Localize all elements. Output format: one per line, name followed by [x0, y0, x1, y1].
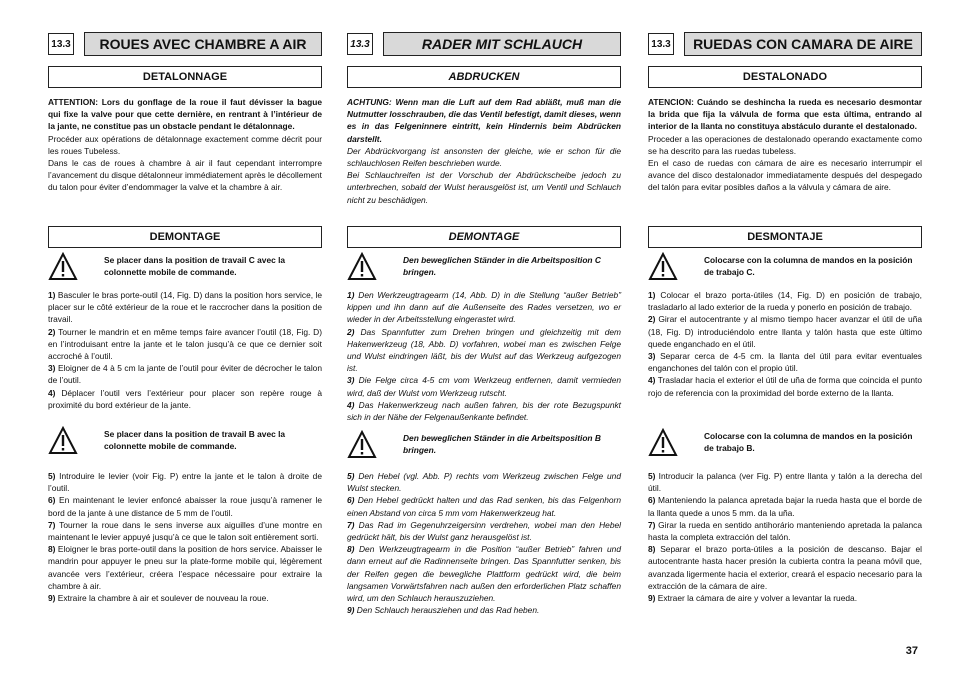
step-number: 7) — [648, 519, 656, 530]
warning-block — [347, 432, 621, 459]
step-item — [648, 543, 922, 592]
warning-icon — [648, 428, 678, 457]
column-de — [347, 32, 622, 616]
step-text: Déplacer l’outil vers l’extérieur pour placer son repère rouge à proximité du bord extérieur de la jante. — [48, 387, 322, 410]
section-title: ROUES AVEC CHAMBRE A AIR — [84, 32, 322, 56]
paragraph: Bei Schlauchreifen ist der Vorschub der Abdrückscheibe jedoch zu unterbrechen, sobald der Wulst herausgelöst ist, um Ventil und Schlauch nicht zu beschädigen. — [347, 170, 621, 205]
section-number: 13.3 — [347, 33, 373, 55]
section-header — [347, 32, 621, 56]
warning-block — [347, 254, 621, 281]
warning-icon — [48, 426, 78, 455]
step-item — [648, 519, 922, 543]
step-text: Tourner le mandrin et en même temps faire avancer l’outil (18, Fig. D) en l’introduisant entre la jante et le talon jusqu’à ce que ce dernier soit accroché à l’outil. — [48, 326, 322, 362]
step-number: 2) — [48, 326, 56, 337]
step-number: 3) — [347, 375, 355, 386]
steps-list — [48, 470, 322, 604]
column-fr — [48, 32, 323, 604]
step-text: En maintenant le levier enfoncé abaisser la roue jusqu’à ramener le bord de la jante à une distance de 5 mm de l’outil. — [48, 495, 322, 518]
step-number: 3) — [648, 351, 656, 362]
step-item — [48, 326, 322, 363]
step-item — [347, 289, 621, 326]
step-number: 2) — [648, 314, 656, 325]
step-text: Tourner la roue dans le sens inverse aux aiguilles d’une montre en maintenant le levier appuyé jusqu’à ce que le talon soit entièrement sorti. — [48, 519, 322, 543]
step-number: 4) — [347, 399, 355, 410]
step-number: 8) — [347, 544, 355, 555]
subsection-title: DEMONTAGE — [347, 226, 621, 248]
step-text: Eloigner de 4 à 5 cm la jante de l’outil pour éviter de décrocher le talon de l’outil. — [48, 363, 322, 386]
step-text: Girar el autocentrante y al mismo tiempo hacer avanzar el útil de uña (18, Fig. D) introduciéndolo entre llanta y talón hasta que este último quede enganchado en el útil. — [648, 314, 923, 349]
section-title: RADER MIT SCHLAUCH — [383, 32, 621, 56]
step-number: 4) — [648, 375, 656, 386]
step-text: Trasladar hacia el exterior el útil de uña de forma que coincida el punto rojo de referencia con la proximidad del borde externo de la llanta. — [648, 375, 922, 398]
step-text: Das Spannfutter zum Drehen bringen und gleichzeitig mit dem Hakenwerkzeug (18, Abb. D) vorfahren, wobei man es zwischen Felge und Wulst eindringen läßt, bis der Wulst auf das Werkzeug aufgezogen ist. — [347, 326, 621, 374]
step-number: 8) — [648, 544, 656, 555]
warning-block — [648, 430, 922, 457]
step-number: 6) — [648, 495, 656, 506]
step-item — [48, 494, 322, 518]
step-text: Separar cerca de 4-5 cm. la llanta del útil para evitar eventuales enganchones del talón con el propio útil. — [648, 351, 922, 374]
section-number: 13.3 — [648, 33, 674, 55]
paragraph: Dans le cas de roues à chambre à air il faut cependant interrompre l’avancement du disque détalonneur immédiatement après le décollement du talon pour éviter d’endommager la valve et la chambre à air. — [48, 158, 322, 193]
step-item — [648, 592, 922, 604]
step-text: Das Rad im Gegenuhrzeigersinn verdrehen, wobei man den Hebel gedrückt hält, bis der Wulst ganz herausgelöst ist. — [347, 519, 621, 543]
step-number: 5) — [347, 471, 355, 481]
warning-icon — [347, 252, 377, 281]
subsection-title: DESTALONADO — [648, 66, 922, 88]
step-number: 1) — [48, 290, 56, 300]
step-number: 5) — [648, 471, 656, 481]
step-item — [648, 470, 922, 494]
step-item — [48, 470, 322, 494]
paragraph: En el caso de ruedas con cámara de aire es necesario interrumpir el avance del disco destalonador immediatamente después del despegado del talón para evitar posibles daños a la válvula y cámara de aire. — [648, 158, 922, 193]
step-item — [48, 519, 322, 543]
section-header — [648, 32, 922, 56]
step-item — [347, 519, 621, 543]
step-text: Den Hebel (vgl. Abb. P) rechts vom Werkzeug zwischen Felge und Wulst stecken. — [347, 471, 621, 494]
attention-paragraph: ATTENTION: Lors du gonflage de la roue il faut dévisser la bague qui fixe la valve pour que cette dernière, en rentrant à l’intérieur de la jante, ne constitue pas un obstacle pendant le détalonnage. — [48, 97, 322, 132]
subsection-title: DETALONNAGE — [48, 66, 322, 88]
warning-block — [48, 428, 322, 455]
warning-text: Se placer dans la position de travail B avec la colonnette mobile de commande. — [104, 429, 286, 452]
step-item — [347, 543, 621, 604]
step-text: Eloigner le bras porte-outil dans la position de hors service. Abaisser le mandrin pour appuyer le pneu sur la plate-forme mobile qui, légèrement avancée vers l’extérieur, créera l’espace nécessaire pour extraire la chambre à air. — [48, 544, 323, 591]
step-text: Die Felge circa 4-5 cm vom Werkzeug entfernen, damit vermieden wird, daß der Wulst vom Werkzeug rutscht. — [347, 375, 622, 398]
step-item — [347, 326, 621, 375]
step-number: 3) — [48, 363, 56, 374]
step-item — [648, 350, 922, 374]
steps-list — [347, 470, 621, 616]
attention-paragraph: ACHTUNG: Wenn man die Luft auf dem Rad abläßt, muß man die Nutmutter losschrauben, die das Ventil befestigt, damit dieses, wenn es in das Felgeninnere eintritt, kein Hindernis beim Abdrücken darstellt. — [347, 97, 621, 144]
step-text: Girar la rueda en sentido antihorário manteniendo apretada la palanca hasta la completa extracción del talón. — [648, 519, 923, 543]
step-text: Manteniendo la palanca apretada bajar la rueda hasta que el borde de la llanta quede a unos 5 mm. da la uña. — [648, 495, 922, 518]
steps-list — [48, 289, 322, 411]
warning-icon — [48, 252, 78, 281]
step-number: 8) — [48, 544, 56, 555]
section-header — [48, 32, 322, 56]
section-title: RUEDAS CON CAMARA DE AIRE — [684, 32, 922, 56]
warning-text: Colocarse con la columna de mandos en la posición de trabajo C. — [704, 255, 913, 278]
step-item — [648, 313, 922, 350]
step-text: Basculer le bras porte-outil (14, Fig. D) dans la position hors service, le placer sur le côté extérieur de la roue et le raccrocher dans la position de travail. — [48, 290, 322, 325]
section-number: 13.3 — [48, 33, 74, 55]
page-number: 37 — [905, 645, 918, 657]
step-item — [347, 399, 621, 423]
attention-paragraph: ATENCION: Cuándo se deshincha la rueda es necesario desmontar la brida que fija la válvula de forma que esta última, entrando al interior de la llanta no constituya abstáculo durante el destalonado. — [648, 97, 922, 132]
step-number: 1) — [347, 290, 355, 300]
step-item — [48, 543, 322, 592]
steps-list — [648, 470, 922, 604]
step-text: Introduire le levier (voir Fig. P) entre la jante et le talon à droite de l’outil. — [48, 471, 323, 494]
step-number: 7) — [347, 519, 355, 530]
paragraph: Der Abdrückvorgang ist ansonsten der gleiche, wie er schon für die schlauchlosen Reifen beschrieben wurde. — [347, 145, 621, 169]
step-number: 6) — [347, 495, 355, 506]
steps-list — [347, 289, 621, 423]
step-text: Den Hebel gedrückt halten und das Rad senken, bis das Felgenhorn einen Abstand von circa 5 mm vom Hakenwerkzeug hat. — [347, 495, 622, 518]
step-number: 5) — [48, 471, 56, 481]
step-item — [648, 494, 922, 518]
step-item — [648, 374, 922, 398]
step-text: Das Hakenwerkzeug nach außen fahren, bis der rote Bezugspunkt sich in der Nähe der Felgenaußenkante befindet. — [347, 399, 621, 423]
subsection-title: DEMONTAGE — [48, 226, 322, 248]
step-item — [48, 592, 322, 604]
warning-text: Se placer dans la position de travail C avec la colonnette mobile de commande. — [104, 255, 286, 278]
step-text: Extraire la chambre à air et soulever de nouveau la roue. — [57, 593, 269, 604]
paragraph: Procéder aux opérations de détalonnage exactement comme décrit pour les roues Tubeless. — [48, 133, 322, 156]
paragraph: Proceder a las operaciones de destalonado operando exactamente como se ha descrito para las ruedas tubeless. — [648, 133, 922, 156]
steps-list — [648, 289, 922, 399]
step-text: Colocar el brazo porta-útiles (14, Fig. D) en posición de trabajo, trasladarlo al lado exterior de la rueda y ponerlo en posición de trabajo. — [648, 290, 923, 313]
step-number: 7) — [48, 519, 56, 530]
step-number: 9) — [347, 605, 355, 616]
step-number: 1) — [648, 290, 656, 300]
column-es — [648, 32, 923, 604]
step-number: 2) — [347, 326, 355, 337]
step-text: Den Werkzeugtragearm (14, Abb. D) in die Stellung “außer Betrieb” kippen und ihn dann auf die Außenseite des Rades versetzen, wo er wieder in der Arbeitsstellung eingerastet wird. — [347, 290, 622, 325]
warning-block — [48, 254, 322, 281]
intro-text — [347, 96, 621, 206]
step-item — [48, 289, 322, 326]
warning-text: Den beweglichen Ständer in die Arbeitsposition B bringen. — [403, 433, 601, 456]
step-item — [347, 604, 621, 616]
step-item — [347, 494, 621, 518]
step-number: 9) — [48, 593, 56, 604]
step-item — [48, 387, 322, 411]
step-item — [48, 362, 322, 386]
step-text: Extraer la cámara de aire y volver a levantar la rueda. — [657, 593, 858, 604]
intro-text — [48, 96, 322, 194]
intro-text — [648, 96, 922, 194]
step-item — [347, 374, 621, 398]
step-text: Separar el brazo porta-útiles a la posición de descanso. Bajar el autocentrante hasta hacer presión la cubierta contra la peana móvil que, avanzada ligermente hacia el exterior, creará el espacio necesario para la extracción de la cámara de aire. — [648, 544, 922, 591]
step-item — [648, 289, 922, 313]
step-number: 4) — [48, 387, 56, 398]
step-text: Den Werkzeugtragearm in die Position “außer Betrieb” fahren und dann erneut auf die Radinnenseite bringen. Das Spannfutter senken, bis der Reifen gegen die bewegliche Plattform gedrückt wird, die beim langsamen Vorwärtsfahren nach außen den erforderlichen Platz schaffen wird, um den Schlauch herauszuziehen. — [347, 544, 621, 604]
subsection-title: ABDRUCKEN — [347, 66, 621, 88]
subsection-title: DESMONTAJE — [648, 226, 922, 248]
warning-block — [648, 254, 922, 281]
step-item — [347, 470, 621, 494]
warning-text: Colocarse con la columna de mandos en la posición de trabajo B. — [704, 431, 913, 454]
step-text: Introducir la palanca (ver Fig. P) entre llanta y talón a la derecha del útil. — [648, 471, 922, 494]
step-text: Den Schlauch herausziehen und das Rad heben. — [356, 605, 540, 616]
warning-text: Den beweglichen Ständer in die Arbeitsposition C bringen. — [403, 255, 601, 278]
step-number: 6) — [48, 495, 56, 506]
step-number: 9) — [648, 593, 656, 604]
warning-icon — [347, 430, 377, 459]
warning-icon — [648, 252, 678, 281]
